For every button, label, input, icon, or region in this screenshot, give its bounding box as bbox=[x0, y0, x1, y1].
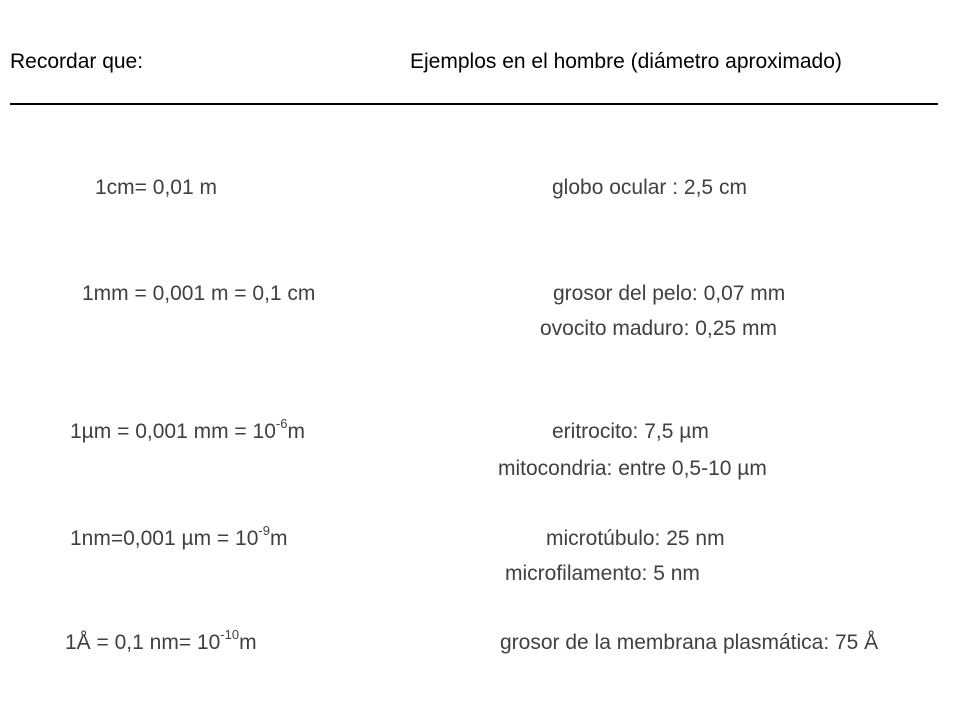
conversion-nm bbox=[70, 523, 288, 551]
example-eritrocito: eritrocito: 7,5 µm bbox=[552, 420, 709, 443]
example-microfilamento: microfilamento: 5 nm bbox=[505, 562, 700, 585]
header-right-title: Ejemplos en el hombre (diámetro aproximado) bbox=[410, 50, 842, 73]
example-globo-ocular: globo ocular : 2,5 cm bbox=[552, 176, 747, 199]
conversion-text: 1mm = 0,001 m = 0,1 cm bbox=[82, 282, 316, 305]
conversion-angstrom bbox=[65, 627, 257, 655]
conversion-um bbox=[70, 416, 305, 444]
header-divider bbox=[10, 103, 938, 105]
conversion-exponent: -10 bbox=[220, 627, 240, 642]
conversion-text: 1nm=0,001 µm = 10 bbox=[70, 527, 259, 550]
conversion-text: 1cm= 0,01 m bbox=[95, 176, 217, 199]
conversion-exponent: -6 bbox=[275, 416, 288, 431]
conversion-exponent: -9 bbox=[258, 523, 270, 538]
conversion-unit: m bbox=[287, 420, 305, 443]
example-microtubulo: microtúbulo: 25 nm bbox=[546, 527, 725, 550]
example-ovocito: ovocito maduro: 0,25 mm bbox=[540, 317, 777, 340]
example-grosor-pelo: grosor del pelo: 0,07 mm bbox=[553, 282, 786, 305]
conversion-mm bbox=[82, 282, 315, 306]
example-membrana-plasmatica: grosor de la membrana plasmática: 75 Å bbox=[500, 631, 879, 654]
header-left-title: Recordar que: bbox=[10, 50, 144, 73]
conversion-cm bbox=[95, 176, 217, 200]
conversion-unit: m bbox=[269, 527, 288, 550]
conversion-text: 1µm = 0,001 mm = 10 bbox=[70, 420, 276, 443]
conversion-text: 1Å = 0,1 nm= 10 bbox=[65, 631, 221, 654]
example-mitocondria: mitocondria: entre 0,5-10 µm bbox=[498, 457, 767, 480]
conversion-unit: m bbox=[239, 631, 257, 654]
